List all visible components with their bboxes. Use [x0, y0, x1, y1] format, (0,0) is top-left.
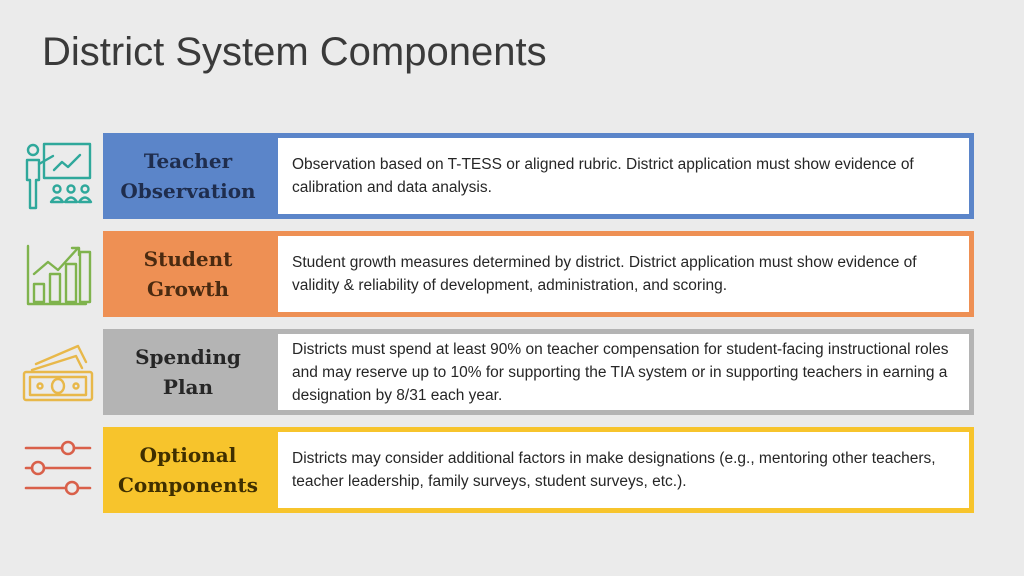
component-label-line: Growth [147, 277, 229, 301]
component-description: Districts may consider additional factors in make designations (e.g., mentoring other teachers, teacher leadership, family surveys, student surveys, etc.). [292, 450, 936, 490]
component-description: Observation based on T-TESS or aligned rubric. District application must show evidence of calibration and data analysis. [292, 156, 914, 196]
growth-chart-icon [20, 236, 96, 312]
component-label-line: Plan [162, 375, 214, 399]
sliders-icon [20, 432, 96, 508]
component-label-line: Optional [139, 443, 237, 467]
teacher-presentation-icon [20, 138, 96, 214]
component-label [103, 133, 273, 219]
component-label [103, 427, 273, 513]
component-label [103, 329, 273, 415]
component-label-line: Observation [120, 179, 256, 203]
component-row-optional-components [103, 427, 974, 513]
money-bills-icon [20, 334, 96, 410]
component-label-line: Components [117, 473, 259, 497]
component-row-spending-plan [103, 329, 974, 415]
component-label-line: Student [143, 247, 233, 271]
slide-title: District System Components [42, 30, 547, 74]
component-label [103, 231, 273, 317]
component-description-box [278, 334, 969, 410]
component-label-line: Teacher [143, 149, 233, 173]
component-row-student-growth [103, 231, 974, 317]
component-description-box [278, 432, 969, 508]
component-row-teacher-observation [103, 133, 974, 219]
component-description-box [278, 138, 969, 214]
component-description: Districts must spend at least 90% on teacher compensation for student-facing instructional roles and may reserve up to 10% for supporting the TIA system or in supporting teachers in earning a designation by 8/31 each year. [292, 340, 949, 404]
component-description-box [278, 236, 969, 312]
component-description: Student growth measures determined by district. District application must show evidence of validity & reliability of development, administration, and scoring. [292, 254, 917, 294]
component-label-line: Spending [135, 345, 241, 369]
